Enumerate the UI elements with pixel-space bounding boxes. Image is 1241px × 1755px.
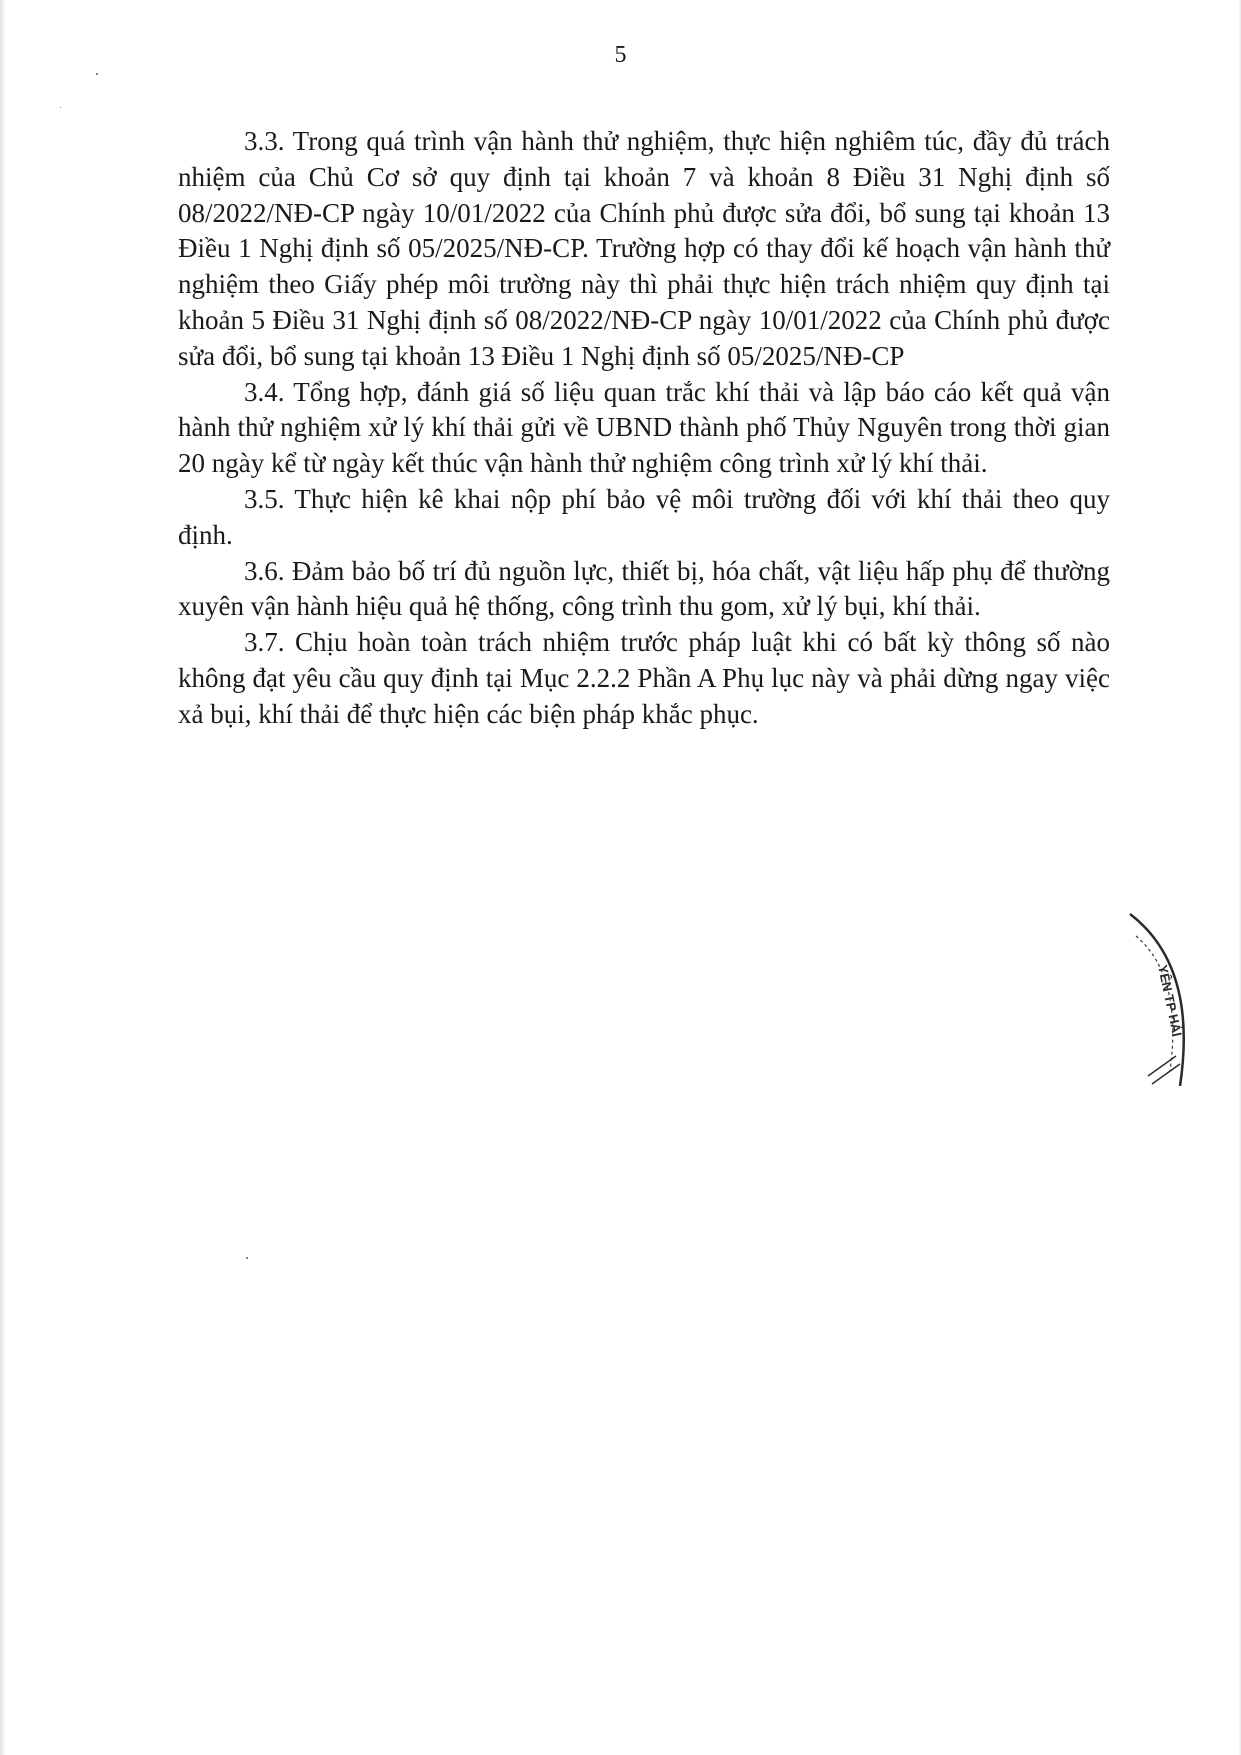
paragraph-3-3: 3.3. Trong quá trình vận hành thử nghiệm, thực hiện nghiêm túc, đầy đủ trách nhiệm của Chủ Cơ sở quy định tại khoản 7 và khoản 8 Điều 31 Nghị định số 08/2022/NĐ-CP ngày 10/01/2022 của Chính phủ được sửa đổi, bổ sung tại khoản 13 Điều 1 Nghị định số 05/2025/NĐ-CP. Trường hợp có thay đổi kế hoạch vận hành thử nghiệm theo Giấy phép môi trường này thì phải thực hiện trách nhiệm quy định tại khoản 5 Điều 31 Nghị định số 08/2022/NĐ-CP ngày 10/01/2022 của Chính phủ được sửa đổi, bổ sung tại khoản 13 Điều 1 Nghị định số 05/2025/NĐ-CP [178,126,1110,371]
document-body [178,124,1110,733]
stamp-edge-marks [1148,1056,1180,1084]
paragraph-3-6: 3.6. Đảm bảo bố trí đủ nguồn lực, thiết bị, hóa chất, vật liệu hấp phụ để thường xuyên vận hành hiệu quả hệ thống, công trình thu gom, xử lý bụi, khí thải. [178,555,1110,622]
scan-left-edge [0,0,6,1755]
paragraph-3-4: 3.4. Tổng hợp, đánh giá số liệu quan trắc khí thải và lập báo cáo kết quả vận hành thử nghiệm xử lý khí thải gửi về UBND thành phố Thủy Nguyên trong thời gian 20 ngày kể từ ngày kết thúc vận hành thử nghiệm công trình xử lý khí thải. [178,376,1110,479]
paragraph-3-5: 3.5. Thực hiện kê khai nộp phí bảo vệ môi trường đối với khí thải theo quy định. [178,483,1110,550]
partial-seal-stamp [1128,906,1208,1096]
page-number: 5 [614,42,627,68]
scan-speck [60,107,61,108]
stamp-lettering: YÊN TP HẢI [1155,963,1185,1038]
paragraph-3-7: 3.7. Chịu hoàn toàn trách nhiệm trước pháp luật khi có bất kỳ thông số nào không đạt yêu cầu quy định tại Mục 2.2.2 Phần A Phụ lục này và phải dừng ngay việc xả bụi, khí thải để thực hiện các biện pháp khắc phục. [178,627,1110,729]
scan-speck [96,73,98,75]
scan-speck [246,1257,248,1259]
